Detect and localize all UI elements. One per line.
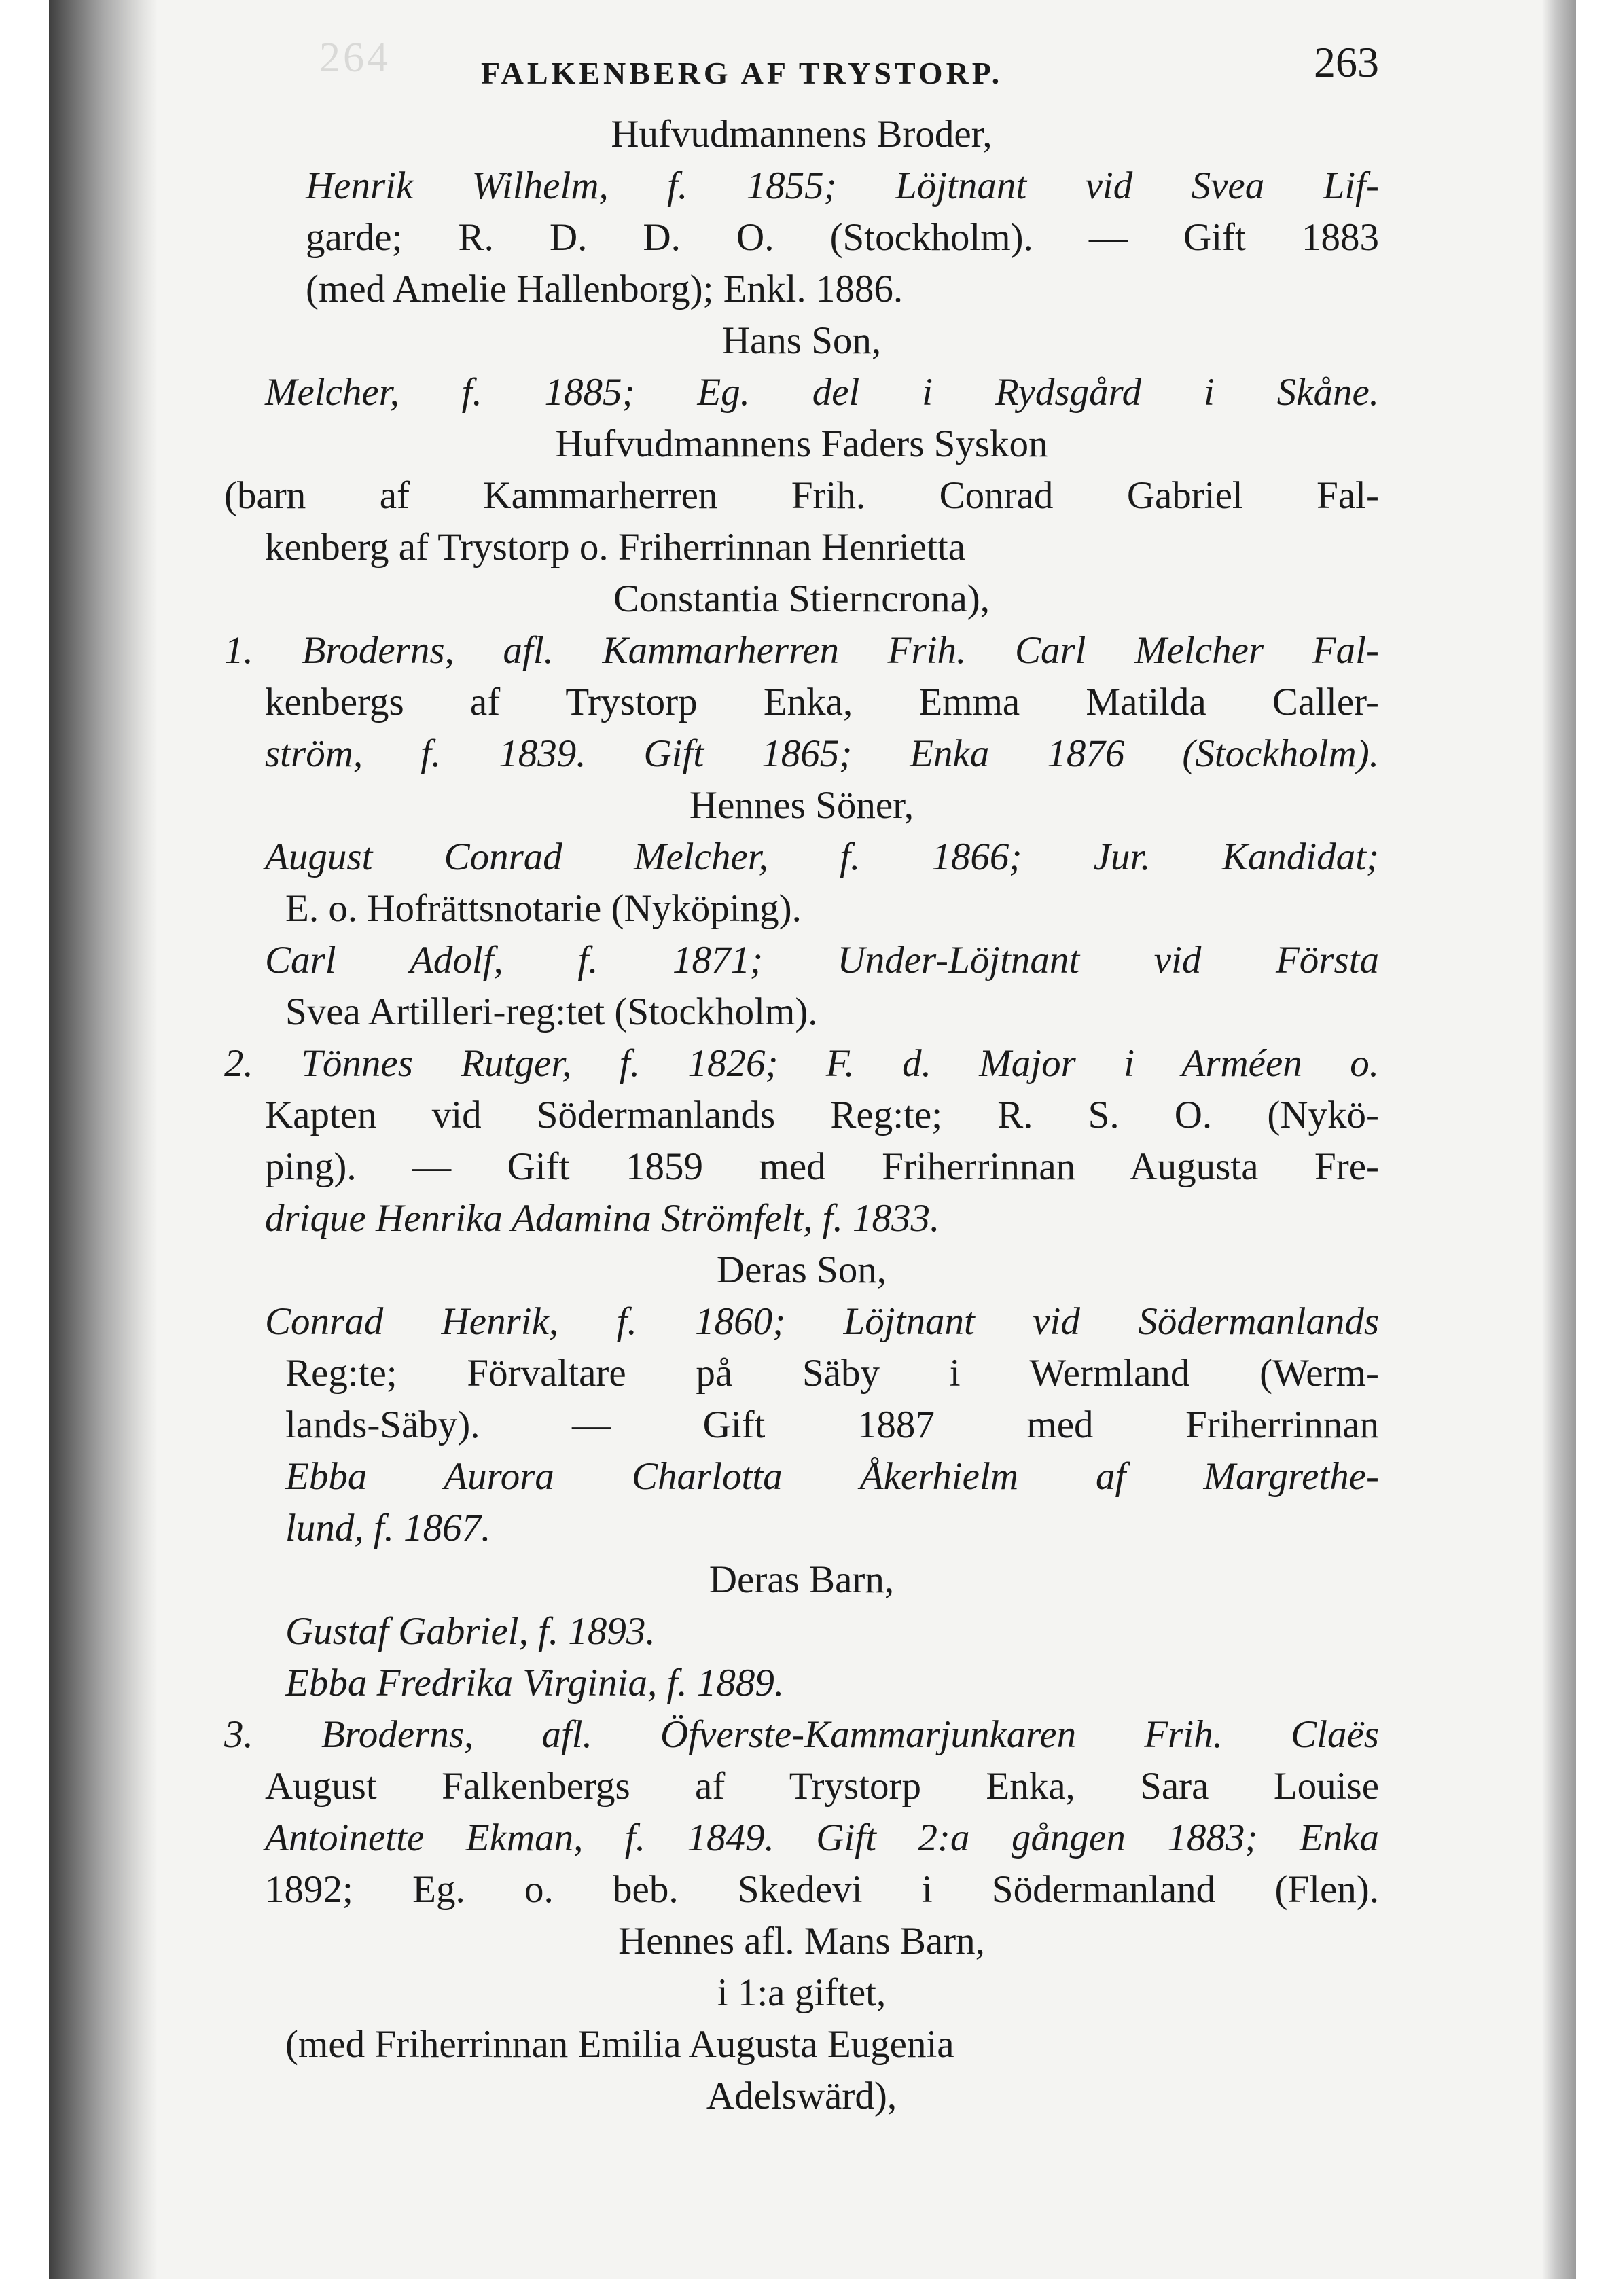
entry-line: Svea Artilleri-reg:tet (Stockholm). <box>285 990 818 1033</box>
entry-line: Ebba Aurora Charlotta Åkerhielm af Margrethe- <box>285 1455 1379 1498</box>
section-heading: Hans Son, <box>721 319 882 362</box>
section-heading: Hennes afl. Mans Barn, <box>618 1920 985 1962</box>
entry-line: kenbergs af Trystorp Enka, Emma Matilda Caller- <box>265 681 1379 723</box>
page-text <box>224 38 1379 2122</box>
section-heading: Hennes Söner, <box>689 784 914 827</box>
entry-line: (barn af Kammarherren Frih. Conrad Gabriel Fal- <box>224 474 1379 517</box>
running-head: FALKENBERG AF TRYSTORP. <box>481 56 1003 90</box>
numbered-entry-3: 3. Broderns, afl. Öfverste-Kammarjunkaren Frih. Claës <box>224 1713 1379 1756</box>
entry-line: Antoinette Ekman, f. 1849. Gift 2:a gången 1883; Enka <box>265 1816 1379 1859</box>
entry-line: lund, f. 1867. <box>285 1507 491 1549</box>
entry-line: drique Henrika Adamina Strömfelt, f. 1833. <box>265 1197 940 1240</box>
section-heading: Hufvudmannens Broder, <box>611 113 992 156</box>
entry-line: E. o. Hofrättsnotarie (Nyköping). <box>285 887 802 930</box>
numbered-entry-1: 1. Broderns, afl. Kammarherren Frih. Carl Melcher Fal- <box>224 629 1379 672</box>
entry-line: Kapten vid Södermanlands Reg:te; R. S. O. (Nykö- <box>265 1094 1379 1136</box>
entry-line: Adelswärd), <box>706 2075 897 2117</box>
section-heading: Deras Son, <box>716 1249 887 1291</box>
entry-line: kenberg af Trystorp o. Friherrinnan Henrietta <box>265 526 966 569</box>
page-header <box>224 38 1379 109</box>
section-heading: Hufvudmannens Faders Syskon <box>555 423 1048 465</box>
entry-line: (med Friherrinnan Emilia Augusta Eugenia <box>285 2023 954 2066</box>
entry-line: ström, f. 1839. Gift 1865; Enka 1876 (Stockholm). <box>265 732 1379 775</box>
numbered-entry-2: 2. Tönnes Rutger, f. 1826; F. d. Major i Arméen o. <box>224 1042 1379 1085</box>
page-number: 263 <box>1314 38 1379 86</box>
entry-line: Constantia Stierncrona), <box>613 577 990 620</box>
entry-line: Conrad Henrik, f. 1860; Löjtnant vid Södermanlands <box>265 1300 1379 1343</box>
entry-line: Reg:te; Förvaltare på Säby i Wermland (Werm- <box>285 1352 1379 1395</box>
entry-line: Ebba Fredrika Virginia, f. 1889. <box>285 1662 785 1704</box>
binding-shadow <box>49 0 158 2279</box>
section-heading: i 1:a giftet, <box>717 1971 887 2014</box>
entry-line: Henrik Wilhelm, f. 1855; Löjtnant vid Svea Lif- <box>306 164 1379 207</box>
bleed-through-page-number: 264 <box>319 35 391 81</box>
entry-line: garde; R. D. D. O. (Stockholm). — Gift 1883 <box>306 216 1379 259</box>
section-heading: Deras Barn, <box>709 1558 895 1601</box>
entry-line: lands-Säby). — Gift 1887 med Friherrinnan <box>285 1403 1379 1446</box>
entry-line: (med Amelie Hallenborg); Enkl. 1886. <box>306 268 904 310</box>
entry-line: ping). — Gift 1859 med Friherrinnan Augusta Fre- <box>265 1145 1379 1188</box>
entry-line: August Falkenbergs af Trystorp Enka, Sara Louise <box>265 1765 1379 1808</box>
entry-line: August Conrad Melcher, f. 1866; Jur. Kandidat; <box>265 836 1379 878</box>
entry-line: 1892; Eg. o. beb. Skedevi i Södermanland (Flen). <box>265 1868 1379 1911</box>
entry-line: Gustaf Gabriel, f. 1893. <box>285 1610 656 1653</box>
entry-line: Carl Adolf, f. 1871; Under-Löjtnant vid Första <box>265 939 1379 982</box>
page-edge-shadow <box>1542 0 1576 2279</box>
entry-line: Melcher, f. 1885; Eg. del i Rydsgård i Skåne. <box>265 371 1379 414</box>
